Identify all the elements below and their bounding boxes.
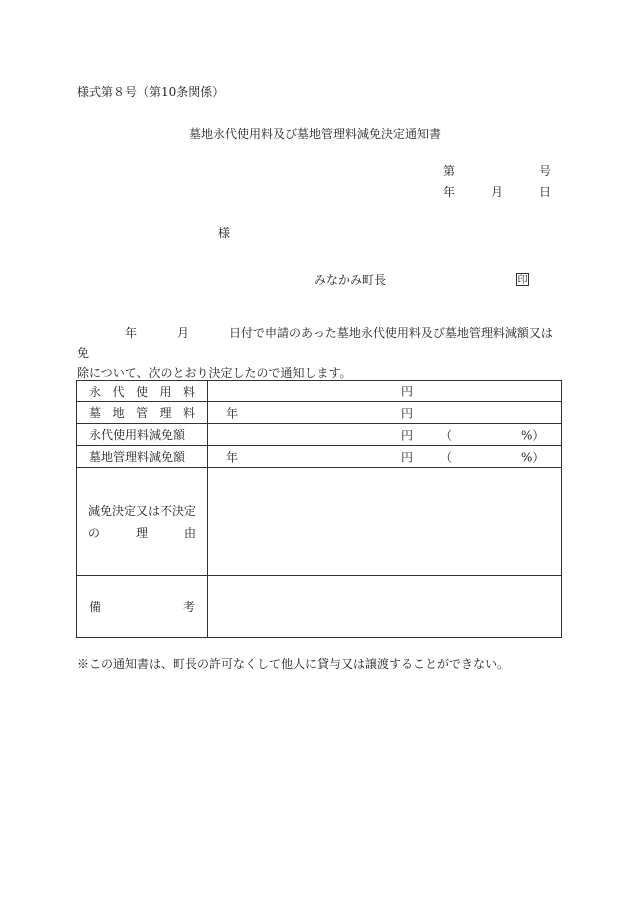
- value-management-fee: [208, 402, 562, 424]
- value-remarks: [208, 576, 562, 638]
- value-reason: [208, 468, 562, 576]
- form-number: 様式第８号（第10条関係）: [77, 85, 225, 99]
- body-text-line2: 除について、次のとおり決定したので通知します。: [77, 366, 352, 380]
- date-day: 日: [538, 185, 551, 199]
- body-month: 月: [177, 326, 190, 340]
- value-management-reduction: [208, 446, 562, 468]
- paren-open: （: [440, 428, 453, 442]
- label-char: 用: [159, 384, 172, 399]
- label-perpetual-fee: [77, 381, 208, 402]
- table-row: [77, 402, 562, 424]
- table-row: [77, 446, 562, 468]
- label-management-reduction: [77, 446, 208, 468]
- number-prefix: 第: [443, 164, 456, 178]
- table-row: [77, 576, 562, 638]
- label-remarks: [77, 576, 208, 638]
- value-perpetual-fee: [208, 381, 562, 402]
- number-suffix: 号: [538, 164, 551, 178]
- yen-unit: 円: [401, 450, 414, 464]
- table-row: [77, 424, 562, 446]
- percent-unit: %）: [521, 450, 545, 464]
- value-perpetual-reduction: [208, 424, 562, 446]
- yen-unit: 円: [401, 428, 414, 442]
- label-char: 代: [112, 384, 125, 399]
- label-char: 管: [135, 406, 148, 420]
- label-char: 墓: [89, 406, 102, 420]
- year-unit: 年: [226, 406, 239, 420]
- label-char: 理: [135, 525, 148, 540]
- label-char: 料: [182, 384, 195, 399]
- label-char: 永: [89, 384, 102, 399]
- document-title: 墓地永代使用料及び墓地管理料減免決定通知書: [188, 127, 441, 141]
- yen-unit: 円: [401, 406, 414, 420]
- label-char: 料: [182, 406, 195, 420]
- body-text-line1: 日付で申請のあった墓地永代使用料及び墓地管理料減額又は免: [77, 326, 553, 360]
- date-year: 年: [443, 185, 456, 199]
- label-management-fee: [77, 402, 208, 424]
- yen-unit: 円: [401, 384, 414, 399]
- paren-open: （: [440, 450, 453, 464]
- label-char: の: [88, 525, 101, 540]
- date-month: 月: [490, 185, 503, 199]
- document-date-line: [443, 186, 551, 198]
- reduction-table: [76, 380, 562, 638]
- label-text: 永代使用料減免額: [89, 428, 186, 442]
- year-unit: 年: [226, 450, 239, 464]
- issuer-name: みなかみ町長: [314, 273, 387, 287]
- document-number-line: [443, 165, 551, 177]
- addressee-suffix: 様: [218, 226, 231, 240]
- table-row: [77, 468, 562, 576]
- label-char: 考: [182, 600, 195, 614]
- label-char: 使: [135, 384, 148, 399]
- label-char: 由: [183, 525, 196, 540]
- label-perpetual-reduction: [77, 424, 208, 446]
- notice-body: [77, 323, 555, 383]
- label-char: 備: [89, 600, 102, 614]
- label-reason: [77, 468, 208, 576]
- reason-label-line2: [88, 522, 196, 544]
- body-year: 年: [125, 326, 138, 340]
- label-char: 地: [112, 406, 125, 420]
- seal-mark: 印: [517, 275, 528, 286]
- label-text: 墓地管理料減免額: [89, 450, 186, 464]
- table-row: [77, 381, 562, 402]
- reason-label-line1: 減免決定又は不決定: [88, 503, 197, 518]
- label-char: 理: [159, 406, 172, 420]
- percent-unit: %）: [521, 428, 545, 442]
- footnote: ※この通知書は、町長の許可なくして他人に貸与又は譲渡することができない。: [77, 657, 510, 671]
